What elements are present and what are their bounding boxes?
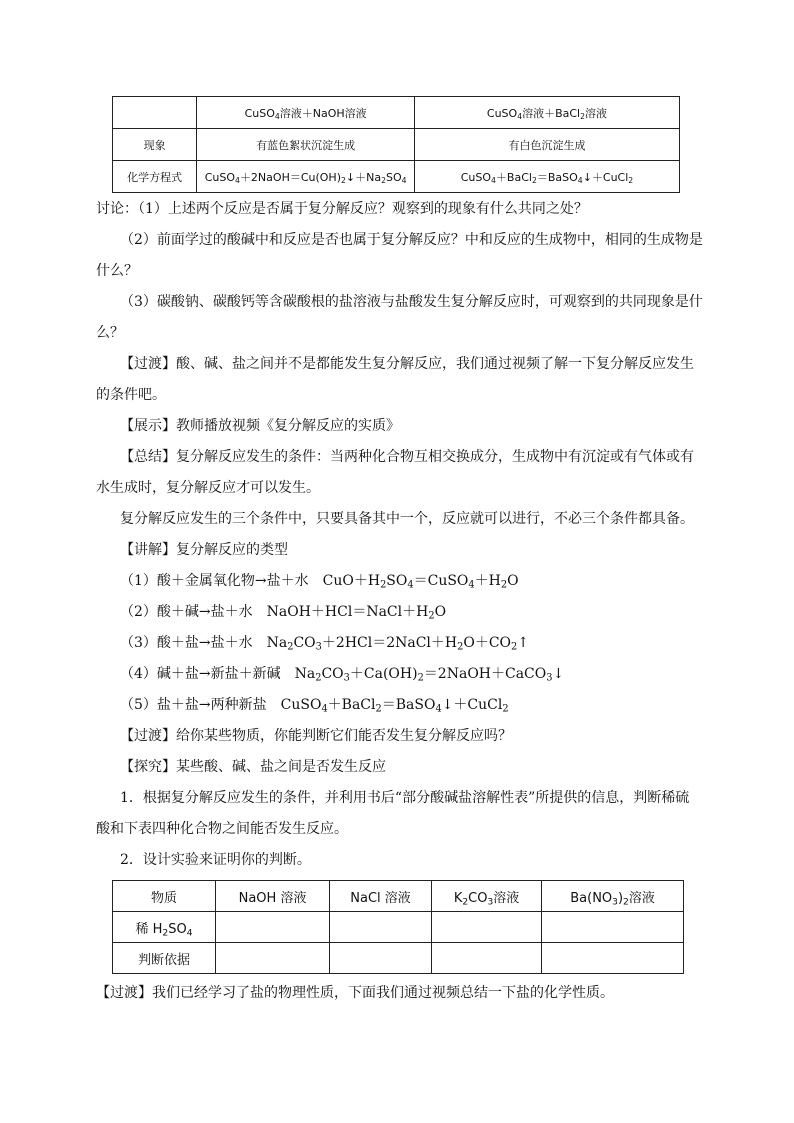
paragraph: 水生成时，复分解反应才可以发生。 xyxy=(96,480,320,496)
table-cell xyxy=(432,943,542,974)
paragraph: 复分解反应发生的三个条件中，只要具备其中一个，反应就可以进行，不必三个条件都具备。 xyxy=(120,511,694,527)
table-row xyxy=(113,161,680,193)
paragraph: 什么？ xyxy=(96,263,138,279)
table-cell: $CuSO_4+2NaOH=Cu(OH)_2↓+Na_2SO_4$ xyxy=(197,161,415,193)
paragraph: 2．设计实验来证明你的判断。 xyxy=(120,852,311,868)
paragraph: 【过渡】酸、碱、盐之间并不是都能发生复分解反应，我们通过视频了解一下复分解反应发生 xyxy=(120,356,694,372)
table-cell xyxy=(113,97,197,129)
table-row xyxy=(113,129,680,161)
table-cell xyxy=(542,943,684,974)
paragraph: 【总结】复分解反应发生的条件：当两种化合物互相交换成分，生成物中有沉淀或有气体或有 xyxy=(120,449,694,465)
table-cell: 现象 xyxy=(113,129,197,161)
reaction-type-4: （4）碱＋盐→新盐＋新碱 $Na_2CO_3+Ca(OH)_2=2NaOH+CaCO_3↓$ xyxy=(120,666,565,684)
paragraph: 【讲解】复分解反应的类型 xyxy=(120,542,288,558)
paragraph: 1．根据复分解反应发生的条件，并利用书后“部分酸碱盐溶解性表”所提供的信息，判断稀硫 xyxy=(120,790,690,806)
reaction-comparison-table xyxy=(112,96,680,193)
paragraph: 【展示】教师播放视频《复分解反应的实质》 xyxy=(120,418,400,434)
table-cell xyxy=(542,912,684,943)
table-header-cell: CuSO$_4$溶液＋BaCl$_2$溶液 xyxy=(414,97,679,129)
reaction-type-5: （5）盐＋盐→两种新盐 CuSO$_4$＋BaCl$_2$＝BaSO$_4$↓＋CuCl$_2$ xyxy=(120,697,509,715)
table-row xyxy=(113,912,684,943)
table-cell xyxy=(216,943,330,974)
table-row xyxy=(113,943,684,974)
paragraph: 【过渡】给你某些物质，你能判断它们能否发生复分解反应吗？ xyxy=(120,728,512,744)
paragraph: 【过渡】我们已经学习了盐的物理性质，下面我们通过视频总结一下盐的化学性质。 xyxy=(96,985,614,1001)
table-header-cell: NaOH 溶液 xyxy=(216,881,330,912)
table-cell: CuSO$_4$＋BaCl$_2$＝BaSO$_4$↓＋CuCl$_2$ xyxy=(414,161,679,193)
solubility-judgement-table xyxy=(112,880,684,974)
reaction-type-2: （2）酸＋碱→盐＋水 $NaOH+HCl=NaCl+H_2O$ xyxy=(120,604,447,622)
reaction-type-3: （3）酸＋盐→盐＋水 $Na_2CO_3+2HCl=2NaCl+H_2O+CO_2↑$ xyxy=(120,635,529,653)
table-cell: 有白色沉淀生成 xyxy=(414,129,679,161)
table-header-cell: CuSO$_4$溶液＋NaOH溶液 xyxy=(197,97,415,129)
table-row xyxy=(113,881,684,912)
table-cell xyxy=(216,912,330,943)
paragraph: （3）碳酸钠、碳酸钙等含碳酸根的盐溶液与盐酸发生复分解反应时，可观察到的共同现象是什 xyxy=(120,294,703,310)
paragraph: 么？ xyxy=(96,325,124,341)
table-cell xyxy=(330,912,432,943)
table-cell: 有蓝色絮状沉淀生成 xyxy=(197,129,415,161)
table-header-cell: NaCl 溶液 xyxy=(330,881,432,912)
paragraph: 讨论：（1）上述两个反应是否属于复分解反应？观察到的现象有什么共同之处？ xyxy=(96,201,588,217)
paragraph: 的条件吧。 xyxy=(96,387,166,403)
table-cell xyxy=(330,943,432,974)
paragraph: 酸和下表四种化合物之间能否发生反应。 xyxy=(96,821,348,837)
table-row xyxy=(113,97,680,129)
reaction-type-1: （1）酸＋金属氧化物→盐＋水 $CuO+H_2SO_4=CuSO_4+H_2O$ xyxy=(120,573,519,591)
table-header-cell: 物质 xyxy=(113,881,216,912)
table-cell xyxy=(432,912,542,943)
paragraph: 【探究】某些酸、碱、盐之间是否发生反应 xyxy=(120,759,386,775)
table-cell: 判断依据 xyxy=(113,943,216,974)
table-cell: 化学方程式 xyxy=(113,161,197,193)
paragraph: （2）前面学过的酸碱中和反应是否也属于复分解反应？中和反应的生成物中，相同的生成物是 xyxy=(120,232,703,248)
table-header-cell: $Ba(NO_3)_2$溶液 xyxy=(542,881,684,912)
table-header-cell: $K_2CO_3$溶液 xyxy=(432,881,542,912)
table-cell: 稀 $H_2SO_4$ xyxy=(113,912,216,943)
